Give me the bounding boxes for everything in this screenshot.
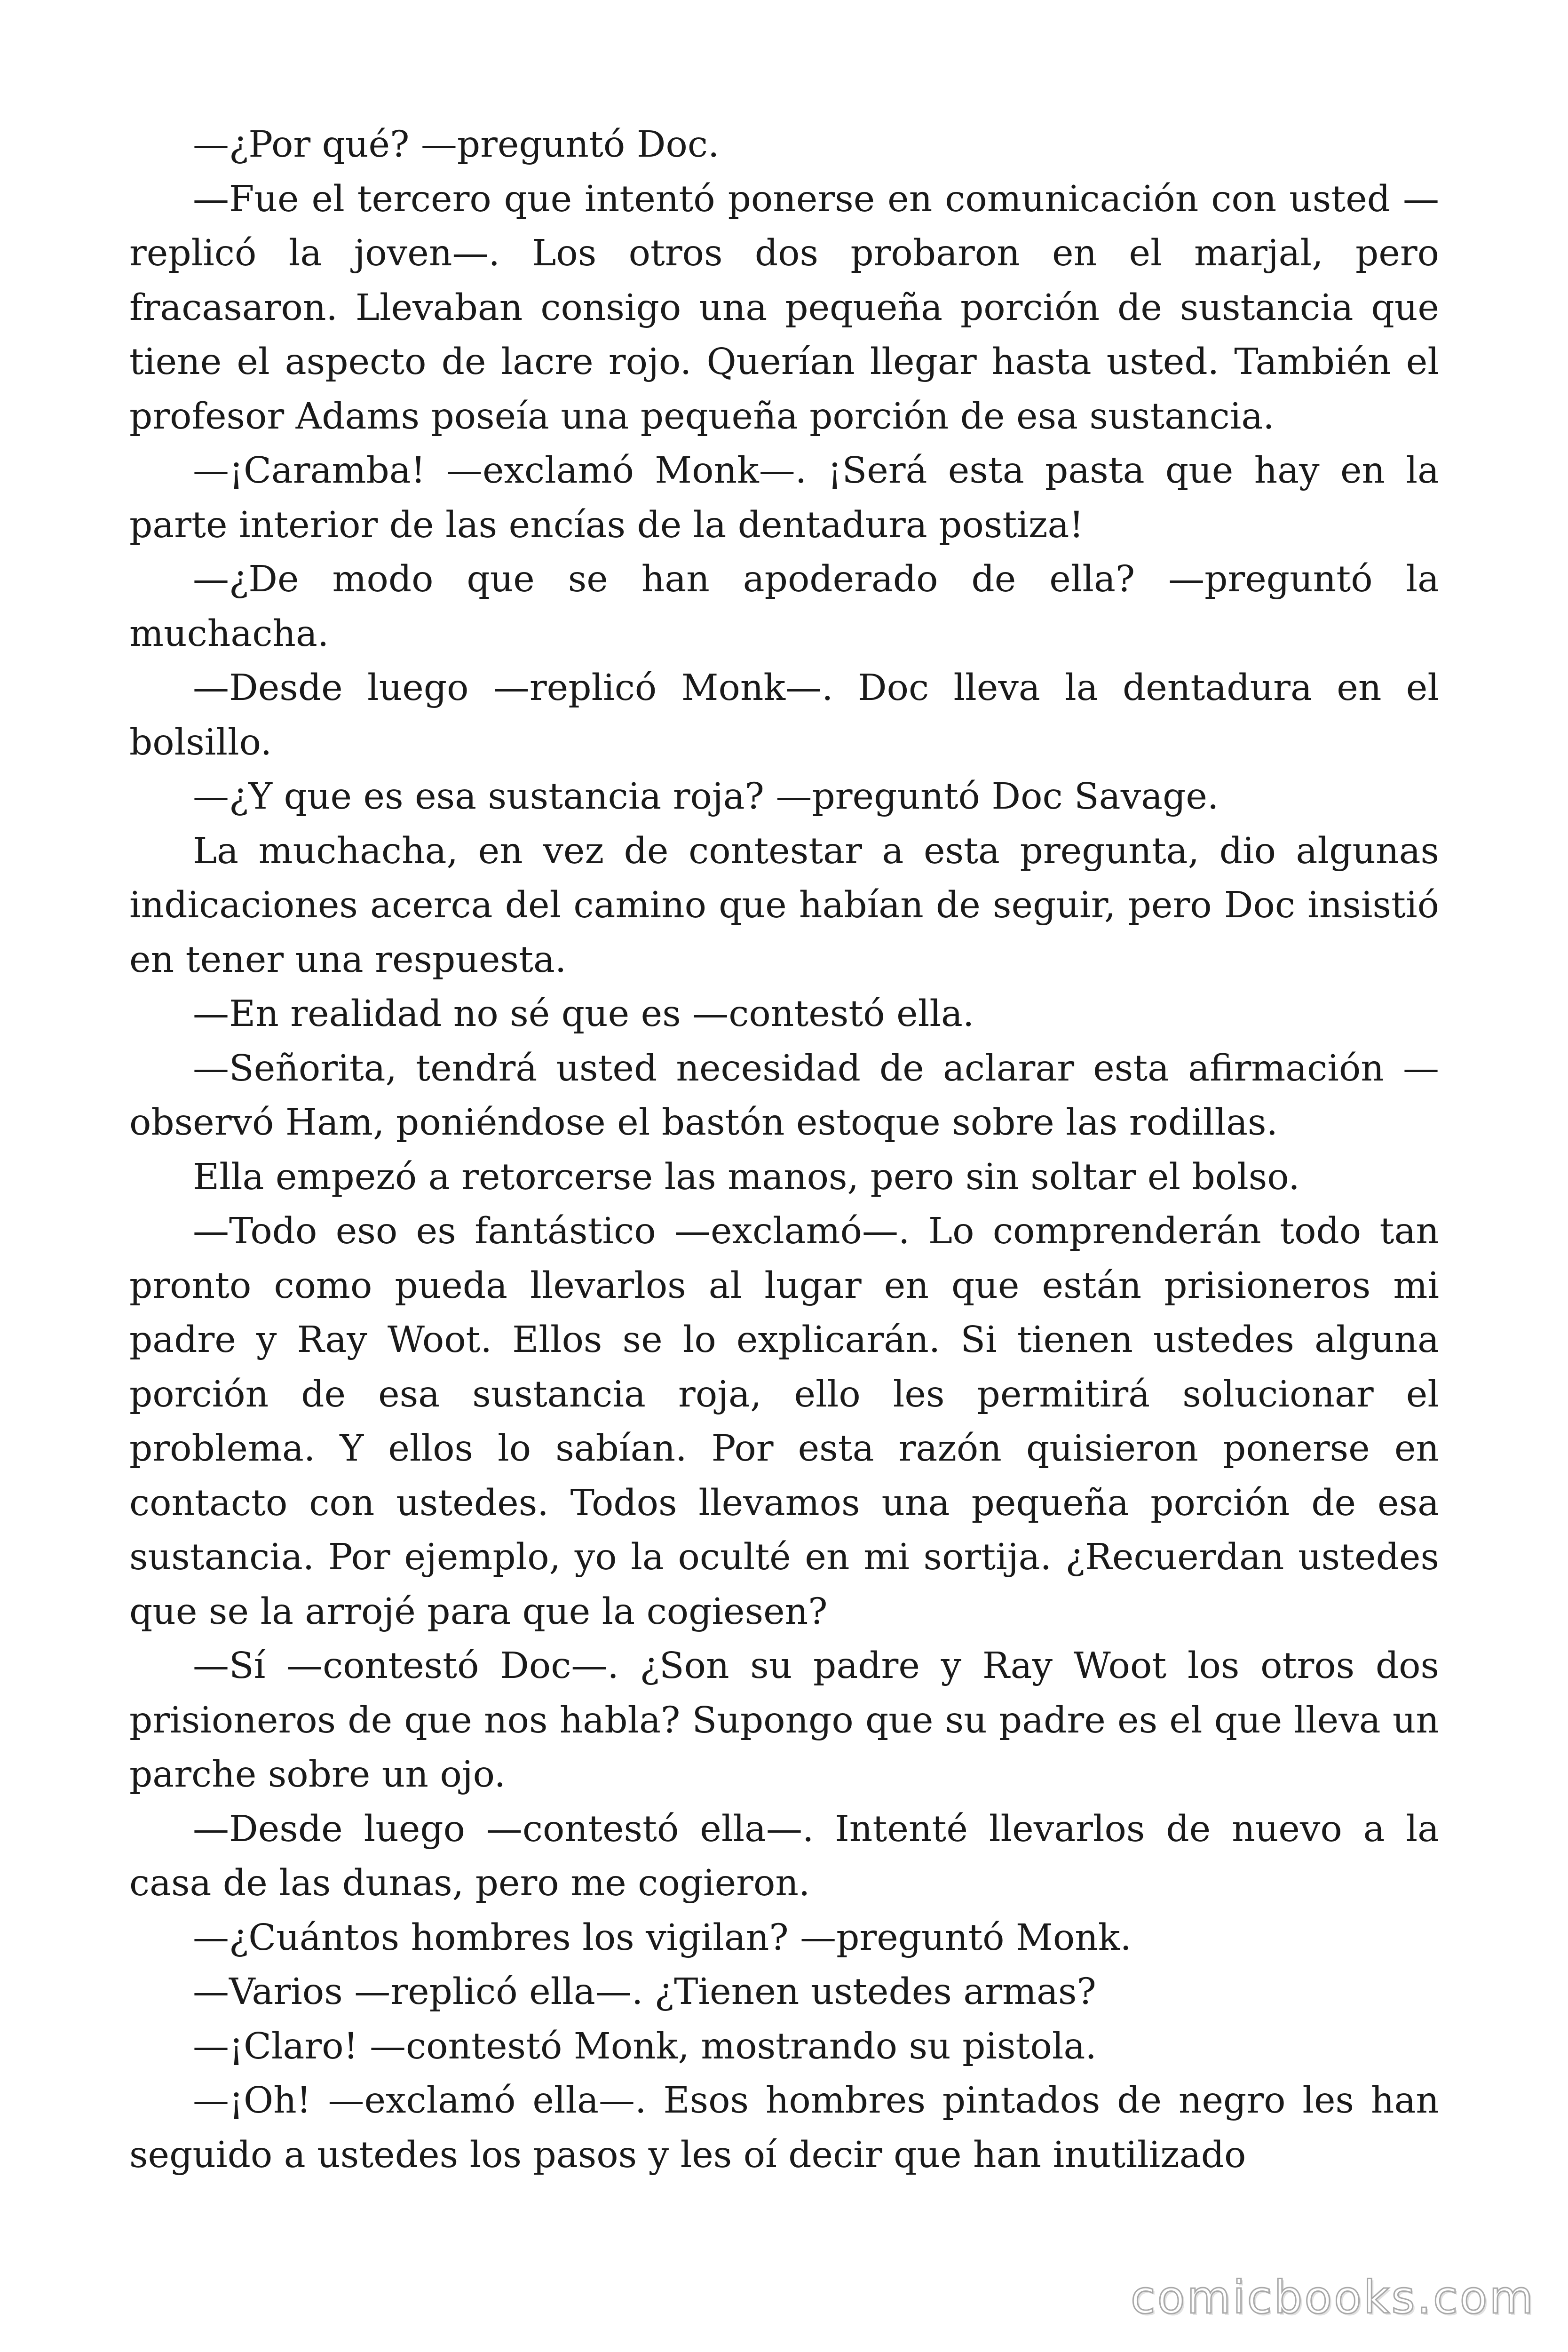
paragraph-6: —¿Y que es esa sustancia roja? —preguntó Doc Savage.: [193, 776, 1219, 818]
paragraph-9: —Señorita, tendrá usted necesidad de aclarar esta afirmación — observó Ham, poniéndose el bastón estoque sobre las rodillas.: [129, 1047, 1439, 1144]
paragraph-15: —Varios —replicó ella—. ¿Tienen ustedes armas?: [193, 1971, 1096, 2013]
paragraph-7: La muchacha, en vez de contestar a esta pregunta, dio algunas indicaciones acerca del camino que habían de seguir, pero Doc insistió en tener una respuesta.: [129, 830, 1439, 981]
paragraph-11: —Todo eso es fantástico —exclamó—. Lo comprenderán todo tan pronto como pueda llevarlos al lugar en que están prisioneros mi padre y Ray Woot. Ellos se lo explicarán. Si tienen ustedes alguna porción de esa sustancia roja, ello les permitirá solucionar el problema. Y ellos lo sabían. Por esta razón quisieron ponerse en contacto con ustedes. Todos llevamos una pequeña porción de esa sustancia. Por ejemplo, yo la oculté en mi sortija. ¿Recuerdan ustedes que se la arrojé para que la cogiesen?: [129, 1210, 1439, 1633]
paragraph-2: —Fue el tercero que intentó ponerse en comunicación con usted —replicó la joven—. Los otros dos probaron en el marjal, pero fracasaron. Llevaban consigo una pequeña porción de sustancia que tiene el aspecto de lacre rojo. Querían llegar hasta usted. También el profesor Adams poseía una pequeña porción de esa sustancia.: [129, 178, 1439, 437]
paragraph-17: —¡Oh! —exclamó ella—. Esos hombres pintados de negro les han seguido a ustedes los pasos y les oí decir que han inutilizado: [129, 2080, 1439, 2176]
paragraph-3: —¡Caramba! —exclamó Monk—. ¡Será esta pasta que hay en la parte interior de las encías de la dentadura postiza!: [129, 450, 1439, 546]
watermark: comicbooks.com: [1130, 2271, 1535, 2324]
paragraph-12: —Sí —contestó Doc—. ¿Son su padre y Ray Woot los otros dos prisioneros de que nos habla? Supongo que su padre es el que lleva un parche sobre un ojo.: [129, 1645, 1439, 1796]
paragraph-1: —¿Por qué? —preguntó Doc.: [193, 124, 720, 166]
paragraph-13: —Desde luego —contestó ella—. Intenté llevarlos de nuevo a la casa de las dunas, pero me cogieron.: [129, 1808, 1439, 1904]
paragraph-5: —Desde luego —replicó Monk—. Doc lleva la dentadura en el bolsillo.: [129, 667, 1439, 763]
paragraph-4: —¿De modo que se han apoderado de ella? —preguntó la muchacha.: [129, 558, 1439, 655]
paragraph-16: —¡Claro! —contestó Monk, mostrando su pistola.: [193, 2025, 1097, 2067]
paragraph-10: Ella empezó a retorcerse las manos, pero sin soltar el bolso.: [193, 1156, 1300, 1198]
paragraph-8: —En realidad no sé que es —contestó ella.: [193, 993, 974, 1035]
paragraph-14: —¿Cuántos hombres los vigilan? —preguntó Monk.: [193, 1916, 1132, 1959]
body-text: [129, 118, 1439, 2182]
